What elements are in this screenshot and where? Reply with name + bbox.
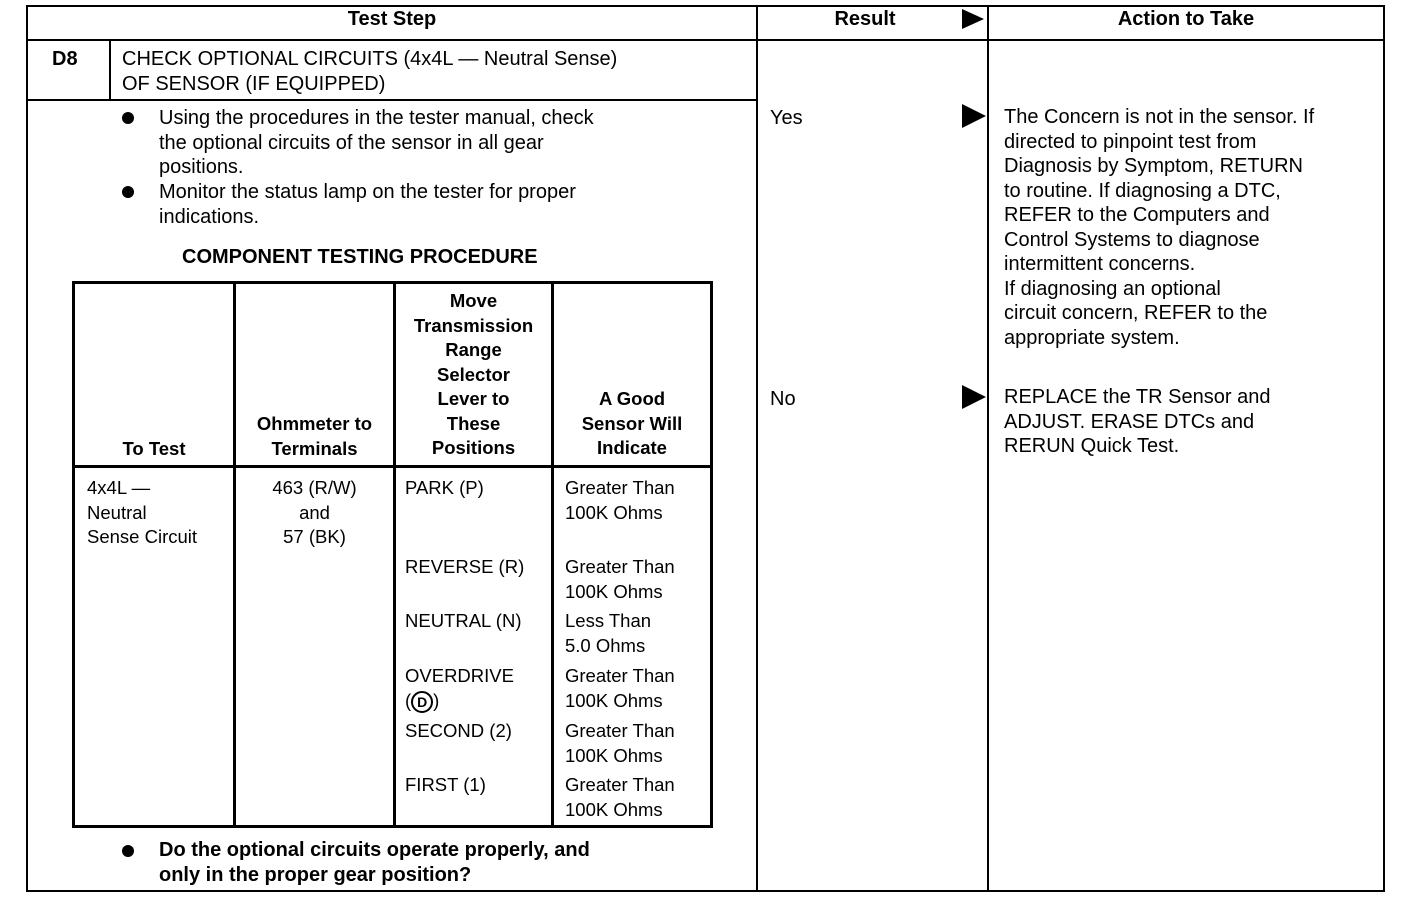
cell-indicate-second: Greater Than 100K Ohms <box>565 720 675 766</box>
overdrive-circled-icon: D <box>411 691 433 713</box>
bullet-icon <box>122 845 134 857</box>
frame-col-divider-1 <box>756 5 758 892</box>
frame-left <box>26 5 28 892</box>
table-title: COMPONENT TESTING PROCEDURE <box>182 246 538 268</box>
cell-indicate-first: Greater Than 100K Ohms <box>565 774 675 820</box>
header-action: Action to Take <box>1117 8 1255 30</box>
header-arrow-icon <box>962 9 984 29</box>
frame-header-bottom <box>26 39 1385 41</box>
col-header-to-test: To Test <box>122 438 186 459</box>
bullet-icon <box>122 112 134 124</box>
cell-to-test: 4x4L — Neutral Sense Circuit <box>87 477 198 547</box>
cell-position-second: SECOND (2) <box>405 720 512 741</box>
frame-bottom <box>26 890 1385 892</box>
result-no: No <box>770 388 796 410</box>
col-header-indicate: A Good Sensor Will Indicate <box>581 388 683 458</box>
step-id: D8 <box>52 48 78 70</box>
cell-indicate-park: Greater Than 100K Ohms <box>565 477 675 523</box>
result-no-arrow-icon <box>962 385 986 409</box>
col-header-positions: Move Transmission Range Selector Lever to These Positions <box>413 290 534 458</box>
step-title-bottom <box>26 99 758 101</box>
cell-indicate-overdrive: Greater Than 100K Ohms <box>565 665 675 711</box>
header-result: Result <box>834 8 896 30</box>
result-yes-arrow-icon <box>962 104 986 128</box>
bullet-text-2: Monitor the status lamp on the tester for proper indications. <box>159 181 576 228</box>
cell-position-reverse: REVERSE (R) <box>405 556 525 577</box>
cell-terminals: 463 (R/W) and 57 (BK) <box>272 477 357 547</box>
col-header-terminals: Ohmmeter to Terminals <box>256 413 373 459</box>
frame-right <box>1383 5 1385 892</box>
cell-position-first: FIRST (1) <box>405 774 486 795</box>
cell-indicate-reverse: Greater Than 100K Ohms <box>565 556 675 602</box>
bullet-text-1: Using the procedures in the tester manual, check the optional circuits of the sensor in all gear positions. <box>159 107 594 178</box>
bullet-icon <box>122 186 134 198</box>
header-test-step: Test Step <box>347 8 437 30</box>
frame-top <box>26 5 1385 7</box>
cell-position-overdrive: OVERDRIVE ( D ) <box>405 664 514 713</box>
result-yes: Yes <box>770 107 803 129</box>
step-title: CHECK OPTIONAL CIRCUITS (4x4L — Neutral Sense) OF SENSOR (IF EQUIPPED) <box>122 48 618 95</box>
cell-indicate-neutral: Less Than 5.0 Ohms <box>565 610 652 656</box>
action-yes: The Concern is not in the sensor. If directed to pinpoint test from Diagnosis by Symptom, RETURN to routine. If diagnosing a DTC, REFER to the Computers and Control Systems to diagnose intermittent concerns. If diagnosing an optional circuit concern, REFER to the appropriate system. <box>1004 106 1315 349</box>
frame-col-divider-2 <box>987 5 989 892</box>
action-no: REPLACE the TR Sensor and ADJUST. ERASE DTCs and RERUN Quick Test. <box>1004 386 1271 457</box>
cell-position-neutral: NEUTRAL (N) <box>405 610 522 631</box>
step-id-divider <box>109 39 111 101</box>
question-text: Do the optional circuits operate properly, and only in the proper gear position? <box>159 839 590 886</box>
component-table <box>72 281 713 828</box>
cell-position-park: PARK (P) <box>405 477 484 498</box>
